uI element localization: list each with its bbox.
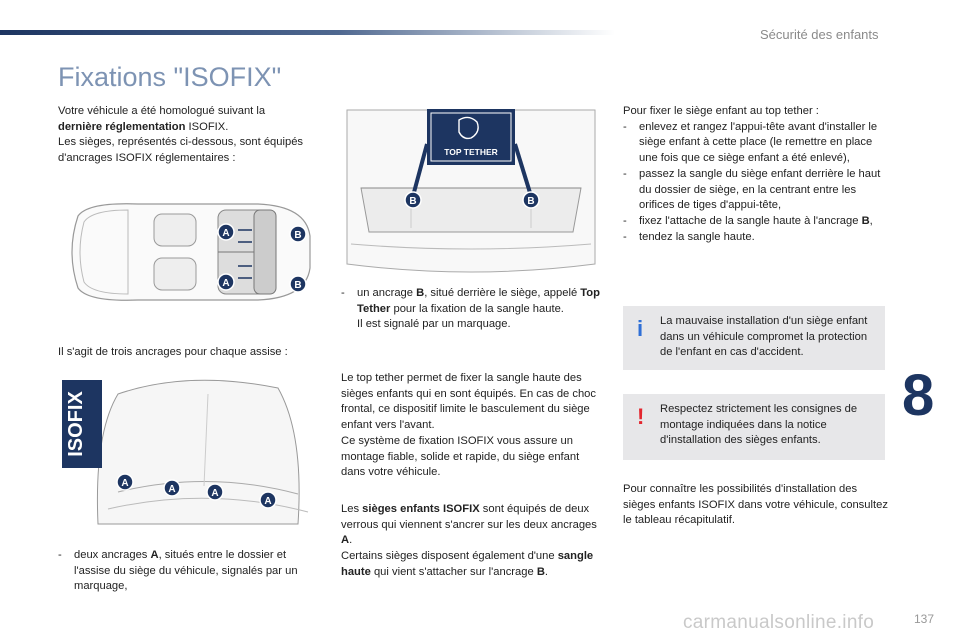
bullet-anchor-b: - un ancrage B, situé derrière le siège, appelé Top Tether pour la fixation de la sangle haute. Il est signalé par un marquage. [341, 287, 600, 331]
warning-box [623, 394, 885, 460]
svg-text:A: A [222, 228, 230, 239]
section-title: Sécurité des enfants [760, 27, 879, 42]
svg-text:A: A [264, 496, 272, 507]
closing-paragraph: Pour connaître les possibilités d'installation des sièges enfants ISOFIX dans votre véhicule, consultez le tableau récapitulatif. [623, 483, 888, 527]
anchor-b-badge [405, 192, 421, 208]
top-tether-trunk-figure [341, 104, 601, 278]
anchor-b-badge [290, 276, 306, 292]
anchor-a-badge [164, 480, 180, 496]
top-tether-paragraph: Le top tether permet de fixer la sangle haute des sièges enfants qui en sont équipés. En cas de choc frontal, ce dispositif limite le basculement du siège enfant vers l'avant. Ce système de fixation ISOFIX vous assure un montage fiable, solide et rapide, du siège enfant dans votre véhicule. [341, 372, 596, 479]
page-title: Fixations "ISOFIX" [58, 62, 282, 92]
steps-intro: Pour fixer le siège enfant au top tether : [623, 105, 819, 117]
info-text: La mauvaise installation d'un siège enfant dans un véhicule compromet la protection de l'enfant en cas d'accident. [660, 315, 868, 359]
anchor-b-badge [523, 192, 539, 208]
page-number: 137 [914, 612, 935, 626]
svg-text:B: B [527, 196, 535, 207]
chapter-number: 8 [902, 363, 935, 428]
anchor-a-badge [117, 474, 133, 490]
anchor-a-badge [218, 224, 234, 240]
info-box [623, 306, 885, 370]
step-item: - tendez la sangle haute. [623, 230, 755, 243]
anchor-a-badge [260, 492, 276, 508]
step-item: - fixez l'attache de la sangle haute à l'ancrage B, [623, 214, 873, 227]
svg-text:B: B [409, 196, 417, 207]
svg-text:A: A [121, 478, 129, 489]
info-icon: i [637, 316, 644, 341]
svg-text:A: A [211, 488, 219, 499]
svg-text:B: B [294, 280, 302, 291]
svg-text:B: B [294, 230, 302, 241]
step-item: - enlevez et rangez l'appui-tête avant d'installer le siège enfant à cette place (le remettre en place une fois que ce siège enfant a été enlevé), [623, 120, 878, 165]
anchor-a-badge [218, 274, 234, 290]
bullet-anchors-a: - deux ancrages A, situés entre le dossier et l'assise du siège du véhicule, signalés par un marquage, [58, 549, 298, 593]
isofix-seats-paragraph: Les sièges enfants ISOFIX sont équipés de deux verrous qui viennent s'ancrer sur les deux ancrages A. Certains sièges disposent également d'une sangle haute qui vient s'attacher sur l'ancrage B. [341, 503, 597, 578]
intro-paragraph: Votre véhicule a été homologué suivant la dernière réglementation ISOFIX. Les sièges, représentés ci-dessous, sont équipés d'ancrages ISOFIX réglementaires : [58, 105, 304, 165]
svg-text:A: A [222, 278, 230, 289]
car-top-view-figure [58, 196, 320, 308]
step-item: - passez la sangle du siège enfant derrière le haut du dossier de siège, en la centrant entre les orifices de tiges d'appui-tête, [623, 167, 881, 212]
warning-text: Respectez strictement les consignes de montage indiquées dans la notice d'installation des sièges enfants. [660, 403, 858, 447]
anchor-a-badge [207, 484, 223, 500]
warning-icon: ! [637, 404, 645, 429]
svg-text:A: A [168, 484, 176, 495]
header-bar [0, 30, 615, 35]
top-tether-label: TOP TETHER [444, 147, 498, 157]
three-anchors-text: Il s'agit de trois ancrages pour chaque assise : [58, 346, 288, 358]
top-tether-steps [623, 104, 885, 245]
isofix-seat-figure [58, 374, 320, 540]
isofix-label: ISOFIX [65, 391, 87, 457]
anchor-b-badge [290, 226, 306, 242]
watermark: carmanualsonline.info [683, 612, 875, 633]
